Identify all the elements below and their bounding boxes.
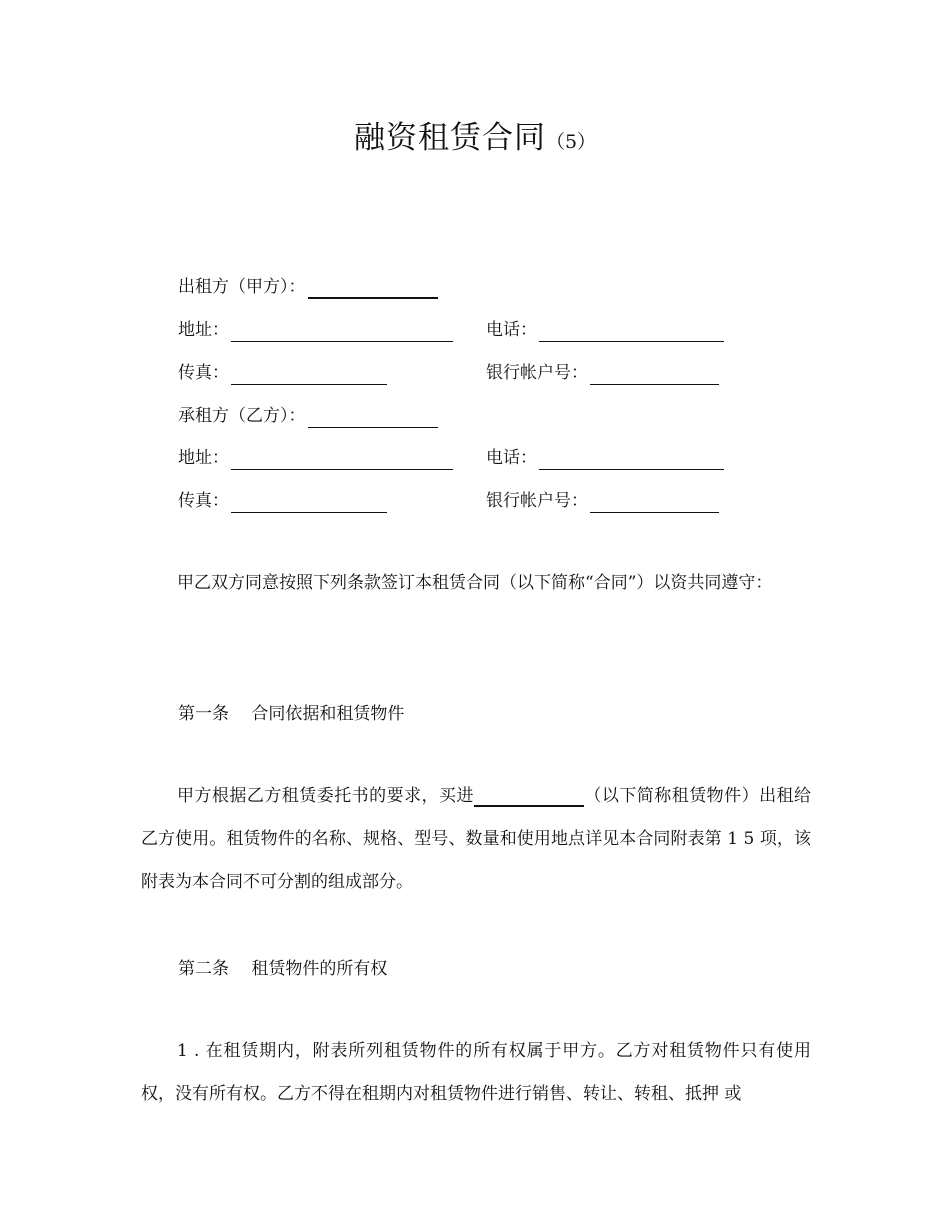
title-text: 融资租赁合同 <box>353 120 546 156</box>
article-1-text-before: 甲方根据乙方租赁委托书的要求，买进 <box>177 786 474 806</box>
lessor-label: 出租方（甲方）： <box>178 277 306 297</box>
party-a-bank-blank[interactable] <box>590 362 719 385</box>
lessor-blank[interactable] <box>308 275 438 299</box>
party-a-fax-label: 传真： <box>178 363 229 383</box>
title-suffix: （5） <box>545 131 597 153</box>
party-b-fax-blank[interactable] <box>231 490 387 513</box>
party-a-address-field <box>178 318 453 342</box>
party-b-fax-field <box>178 489 387 513</box>
article-1-heading: 第一条 合同依据和租赁物件 <box>178 704 405 724</box>
party-b-address-field <box>178 446 453 470</box>
party-a-bank-label: 银行帐户号： <box>486 363 588 383</box>
party-b-address-blank[interactable] <box>231 447 453 470</box>
party-b-bank-blank[interactable] <box>590 490 719 513</box>
lessee-blank[interactable] <box>308 405 438 428</box>
lessee-label: 承租方（乙方）： <box>178 406 306 426</box>
party-b-fax-label: 传真： <box>178 491 229 511</box>
party-a-fax-field <box>178 361 387 385</box>
party-b-phone-label: 电话： <box>486 448 537 468</box>
party-b-phone-field <box>486 446 724 470</box>
article-1-text-after: （以下简称租赁物件）出租给 乙方使用。租赁物件的名称、规格、型号、数量和使用地点详见本合同附表第 1 5 项，该附表为本合同不可分割的组成部分。 <box>141 786 812 892</box>
article-2-paragraph: 1 . 在租赁期内，附表所列租赁物件的所有权属于甲方。乙方对租赁物件只有使用权，没有所有权。乙方不得在租期内对租赁物件进行销售、转让、转租、抵押 或 <box>141 1041 811 1104</box>
article-1-paragraph <box>141 775 811 904</box>
lessor-field <box>178 275 438 299</box>
article-1-blank[interactable] <box>474 779 584 807</box>
party-a-address-label: 地址： <box>178 320 229 340</box>
party-a-phone-field <box>486 318 724 342</box>
party-a-address-blank[interactable] <box>231 319 453 342</box>
document-title <box>0 112 950 157</box>
article-2-heading: 第二条 租赁物件的所有权 <box>178 959 388 979</box>
party-b-address-label: 地址： <box>178 448 229 468</box>
party-a-fax-blank[interactable] <box>231 362 387 385</box>
party-b-phone-blank[interactable] <box>539 447 724 470</box>
party-a-phone-blank[interactable] <box>539 319 724 342</box>
party-a-bank-field <box>486 361 719 385</box>
intro-paragraph: 甲乙双方同意按照下列条款签订本租赁合同（以下简称“合同”）以资共同遵守： <box>177 573 773 593</box>
party-b-bank-label: 银行帐户号： <box>486 491 588 511</box>
party-a-phone-label: 电话： <box>486 320 537 340</box>
party-b-bank-field <box>486 489 719 513</box>
lessee-field <box>178 404 438 428</box>
